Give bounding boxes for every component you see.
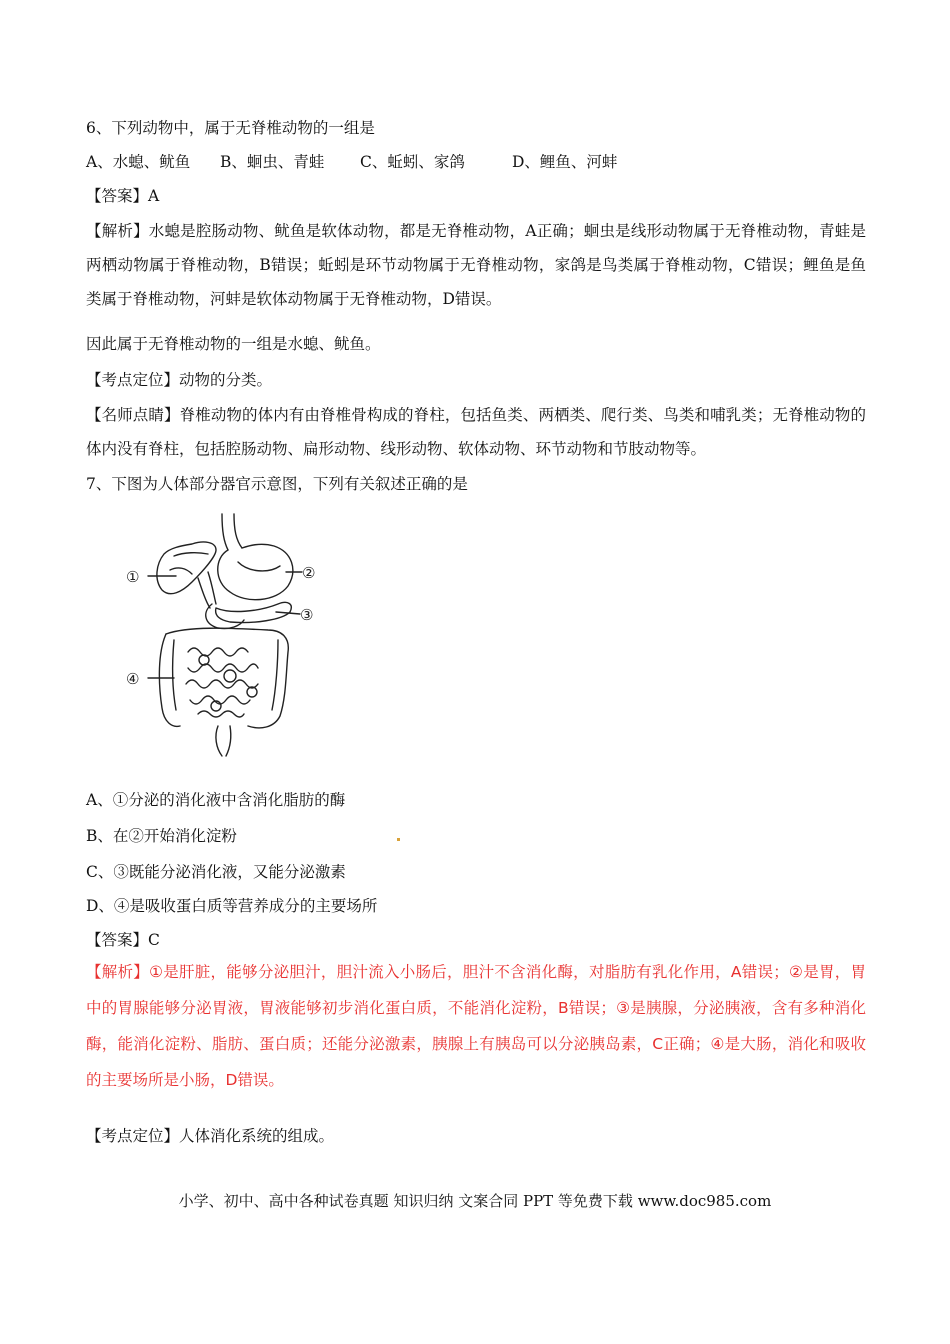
page-footer: 小学、初中、高中各种试卷真题 知识归纳 文案合同 PPT 等免费下载 www.doc985.com: [178, 1192, 772, 1210]
q6-answer: 【答案】A: [86, 187, 160, 205]
q7-option-d: D、④是吸收蛋白质等营养成分的主要场所: [86, 897, 378, 915]
q7-answer: 【答案】C: [86, 931, 160, 949]
label-3: ③: [300, 606, 314, 624]
q7-question: 7、下图为人体部分器官示意图，下列有关叙述正确的是: [86, 475, 468, 493]
q6-option-a: A、水螅、鱿鱼: [86, 153, 191, 171]
q6-mingshi: 【名师点睛】脊椎动物的体内有由脊椎骨构成的脊柱，包括鱼类、两栖类、爬行类、鸟类和哺乳类；无脊椎动物的体内没有脊柱，包括腔肠动物、扁形动物、线形动物、软体动物、环节动物和节肢动物等。: [86, 406, 866, 458]
small-intestine-coils: [186, 648, 258, 717]
q6-analysis: 【解析】水螅是腔肠动物、鱿鱼是软体动物，都是无脊椎动物，A正确；蛔虫是线形动物属于无脊椎动物，青蛙是两栖动物属于脊椎动物，B错误；蚯蚓是环节动物属于无脊椎动物，家鸽是鸟类属于脊椎动物，C错误；鲤鱼是鱼类属于脊椎动物，河蚌是软体动物属于无脊椎动物，D错误。: [86, 222, 866, 308]
q7-option-c: C、③既能分泌消化液，又能分泌激素: [86, 863, 346, 881]
q6-kaodian: 【考点定位】动物的分类。: [86, 371, 273, 389]
q7-option-a: A、①分泌的消化液中含消化脂肪的酶: [86, 791, 346, 809]
q6-conclusion: 因此属于无脊椎动物的一组是水螅、鱿鱼。: [86, 335, 381, 353]
esophagus-shape: [222, 514, 228, 550]
q6-option-b: B、蛔虫、青蛙: [220, 153, 325, 171]
stomach-shape: [218, 544, 293, 599]
label-4: ④: [126, 670, 140, 688]
q6-options: [86, 152, 617, 172]
q7-analysis: 【解析】①是肝脏，能够分泌胆汁，胆汁流入小肠后，胆汁不含消化酶，对脂肪有乳化作用，A错误；②是胃，胃中的胃腺能够分泌胃液，胃液能够初步消化蛋白质，不能消化淀粉，B错误；③是胰腺，分泌胰液，含有多种消化酶，能消化淀粉、脂肪、蛋白质；还能分泌激素，胰腺上有胰岛可以分泌胰岛素，C正确；④是大肠，消化和吸收的主要场所是小肠，D错误。: [86, 963, 866, 1089]
large-intestine-shape: [159, 634, 180, 726]
label-2: ②: [302, 564, 316, 582]
q6-question: 6、下列动物中，属于无脊椎动物的一组是: [86, 119, 375, 137]
digestive-system-diagram: [118, 512, 328, 762]
q7-option-b: B、在②开始消化淀粉: [86, 827, 237, 845]
label-1: ①: [126, 568, 140, 586]
stray-mark: [397, 838, 400, 841]
liver-shape: [157, 542, 216, 594]
q6-option-c: C、蚯蚓、家鸽: [360, 153, 465, 171]
q6-option-d: D、鲤鱼、河蚌: [512, 153, 618, 171]
q7-kaodian: 【考点定位】人体消化系统的组成。: [86, 1127, 335, 1145]
